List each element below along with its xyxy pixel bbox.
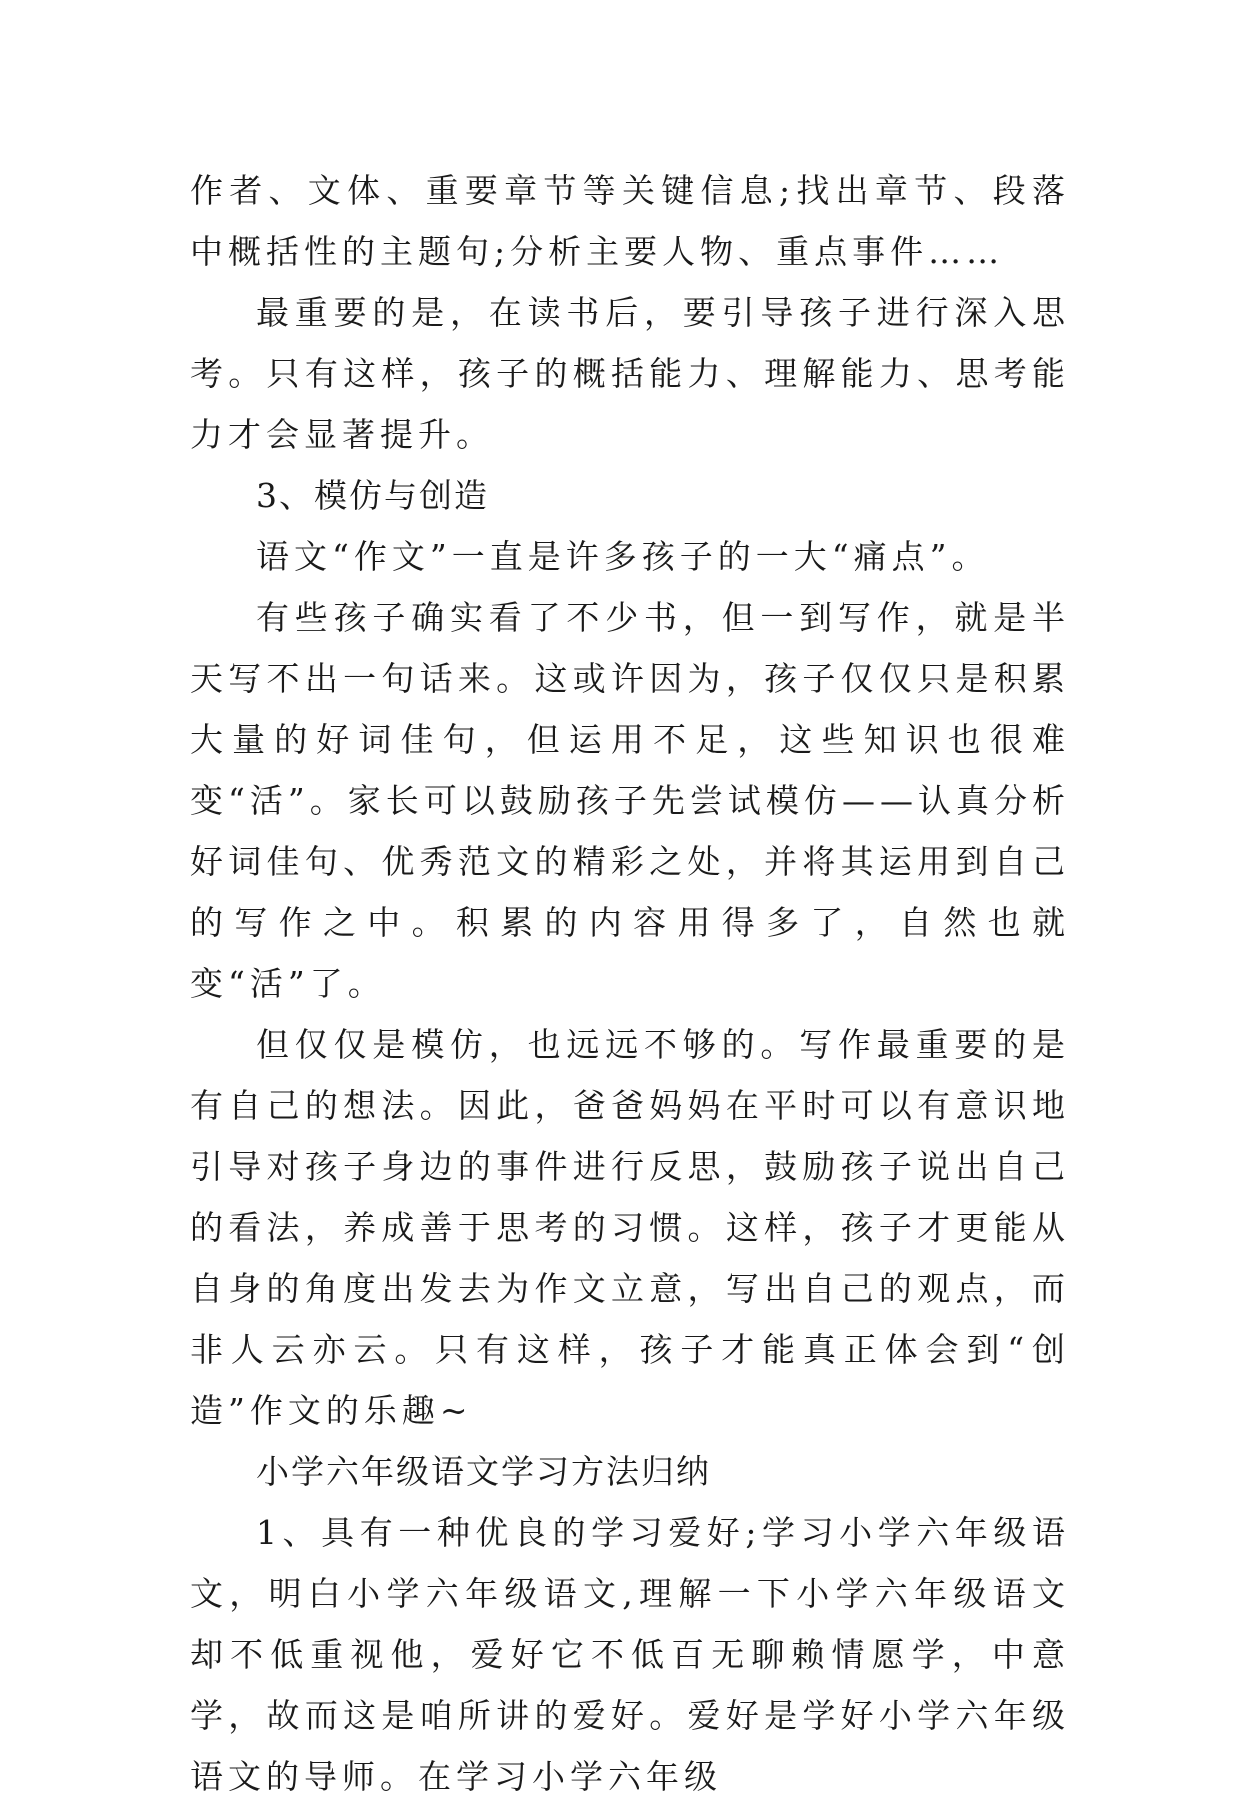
section-heading-imitation-creation: 3、模仿与创造	[256, 476, 489, 515]
section-heading-learning-methods: 小学六年级语文学习方法归纳	[256, 1452, 711, 1491]
body-text	[190, 160, 1070, 1807]
paragraph-writing-pain-point: 语文“作文”一直是许多孩子的一大“痛点”。	[256, 537, 990, 576]
paragraph-deep-thinking: 最重要的是，在读书后，要引导孩子进行深入思考。只有这样，孩子的概括能力、理解能力、思考能力才会显著提升。	[190, 293, 1070, 454]
paragraph-imitation: 有些孩子确实看了不少书，但一到写作，就是半天写不出一句话来。这或许因为，孩子仅仅只是积累大量的好词佳句，但运用不足，这些知识也很难变“活”。家长可以鼓励孩子先尝试模仿——认真分析好词佳句、优秀范文的精彩之处，并将其运用到自己的写作之中。积累的内容用得多了，自然也就变“活”了。	[190, 598, 1070, 1003]
paragraph-continuation: 作者、文体、重要章节等关键信息;找出章节、段落中概括性的主题句;分析主要人物、重点事件……	[190, 171, 1070, 271]
paragraph-creation: 但仅仅是模仿，也远远不够的。写作最重要的是有自己的想法。因此，爸爸妈妈在平时可以有意识地引导对孩子身边的事件进行反思，鼓励孩子说出自己的看法，养成善于思考的习惯。这样，孩子才更能从自身的角度出发去为作文立意，写出自己的观点，而非人云亦云。只有这样，孩子才能真正体会到“创造”作文的乐趣~	[190, 1025, 1070, 1430]
paragraph-method-1: 1、具有一种优良的学习爱好;学习小学六年级语文，明白小学六年级语文,理解一下小学六年级语文却不低重视他，爱好它不低百无聊赖情愿学，中意学，故而这是咱所讲的爱好。爱好是学好小学六年级语文的导师。在学习小学六年级	[190, 1513, 1070, 1796]
